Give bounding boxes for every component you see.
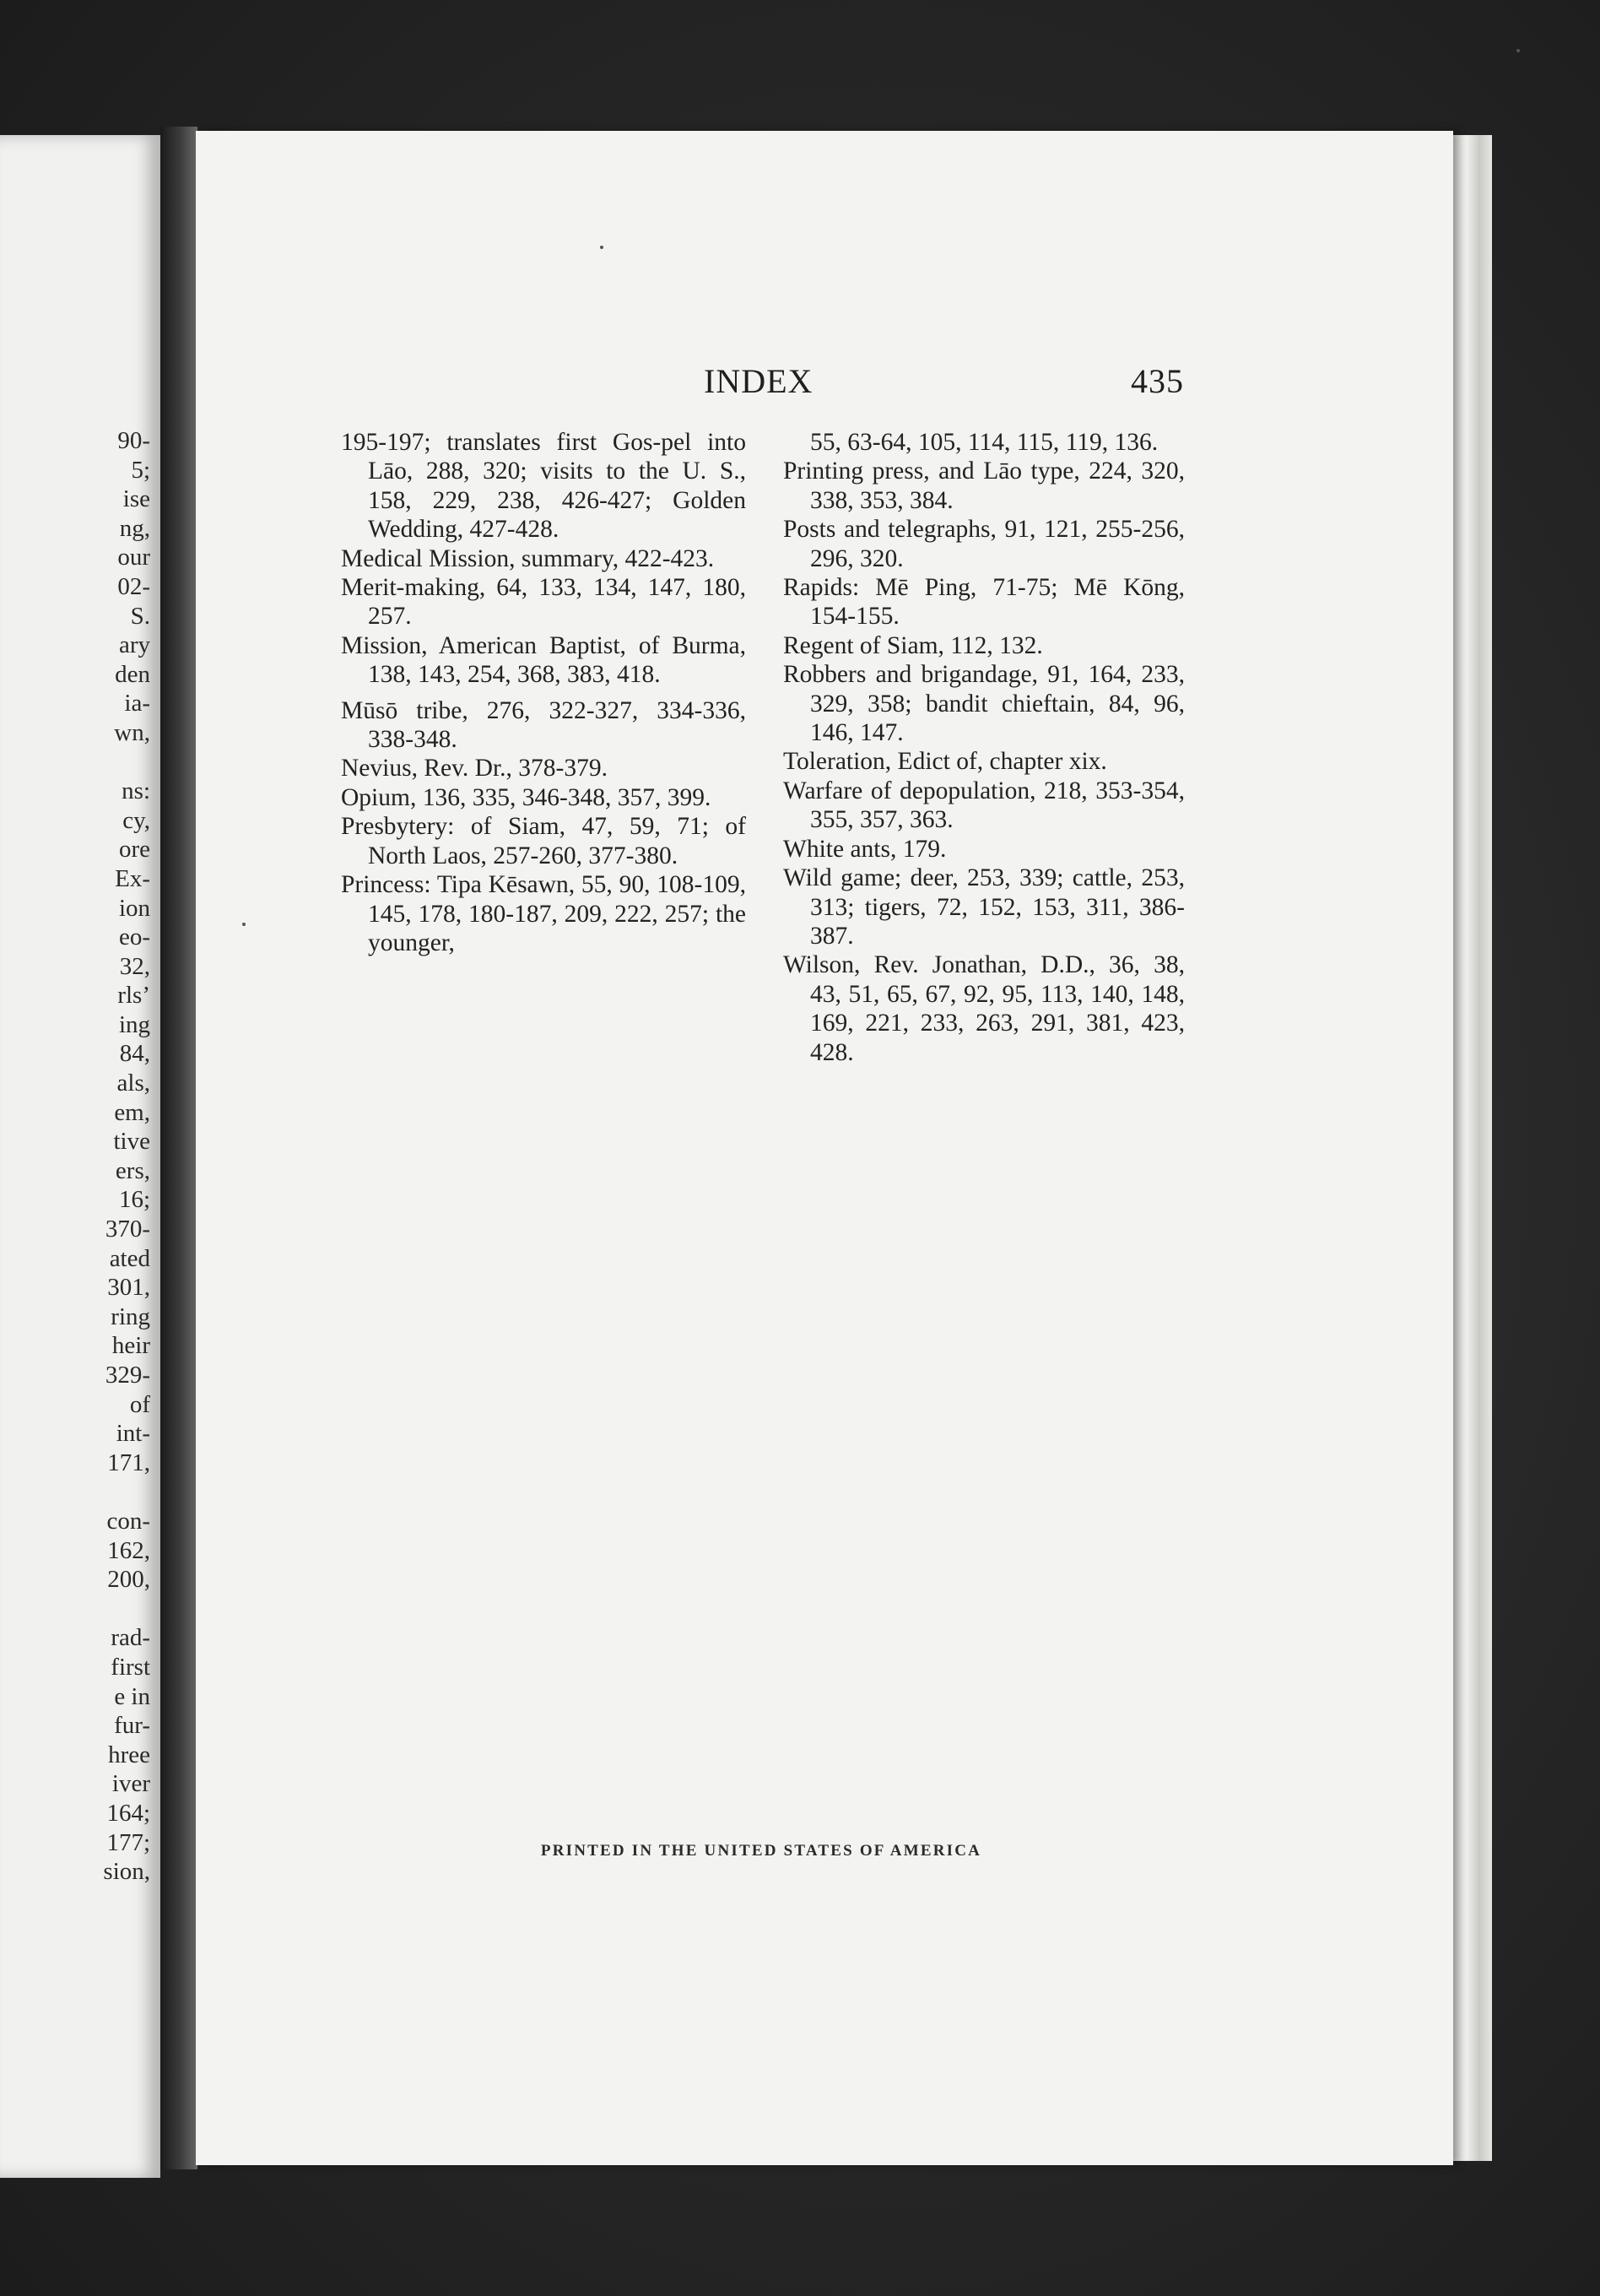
index-entry: Mūsō tribe, 276, 322-327, 334-336, 338-348. xyxy=(341,696,746,754)
previous-page-text: 90- 5; ise ng, our 02- S. ary den ia- wn, ns: cy, ore Ex- ion eo- 32, rls’ ing 84, als, em, tive ers, 16; 370- ated 301, ring heir 329- of int- 171, con- 162, 200, rad- first e in fur- hree iver 164; 177; sion, xyxy=(103,427,150,1886)
index-entry: White ants, 179. xyxy=(783,835,947,863)
index-column-left xyxy=(341,428,746,957)
index-entry: Nevius, Rev. Dr., 378-379. xyxy=(341,755,608,782)
index-entry: Presbytery: of Siam, 47, 59, 71; of North Laos, 257-260, 377-380. xyxy=(341,813,746,869)
dust-speck xyxy=(242,923,246,926)
book-gutter xyxy=(160,127,197,2169)
index-entry: Rapids: Mē Ping, 71-75; Mē Kōng, 154-155. xyxy=(783,574,1185,631)
index-entry: Toleration, Edict of, chapter xix. xyxy=(783,748,1107,776)
previous-page-fragment xyxy=(0,135,160,2178)
index-entry: Printing press, and Lāo type, 224, 320, 338, 353, 384. xyxy=(783,458,1185,514)
index-entry: Robbers and brigandage, 91, 164, 233, 329, 358; bandit chieftain, 84, 96, 146, 147. xyxy=(783,661,1185,747)
index-entry: Opium, 136, 335, 346-348, 357, 399. xyxy=(341,783,711,811)
index-entry: 195-197; translates first Gos-pel into Lāo, 288, 320; visits to the U. S., 158, 229, 238, 426-427; Golden Wedding, 427-428. xyxy=(341,429,746,544)
index-entry: Mission, American Baptist, of Burma, 138, 143, 254, 368, 383, 418. xyxy=(341,631,746,689)
index-entry: Wild game; deer, 253, 339; cattle, 253, 313; tigers, 72, 152, 153, 311, 386-387. xyxy=(783,864,1185,950)
index-entry: Princess: Tipa Kēsawn, 55, 90, 108-109, 145, 178, 180-187, 209, 222, 257; the younger, xyxy=(341,871,746,956)
index-entry: Merit-making, 64, 133, 134, 147, 180, 257. xyxy=(341,574,746,631)
index-entry: Medical Mission, summary, 422-423. xyxy=(341,544,715,572)
dust-speck xyxy=(1516,49,1520,52)
page-number: 435 xyxy=(1131,362,1184,400)
index-entry: Posts and telegraphs, 91, 121, 255-256, 296, 320. xyxy=(783,516,1185,572)
running-title: INDEX xyxy=(704,362,814,400)
printer-imprint: PRINTED IN THE UNITED STATES OF AMERICA xyxy=(540,1842,982,1860)
dust-speck xyxy=(600,246,603,249)
index-entry: Regent of Siam, 112, 132. xyxy=(783,631,1043,659)
index-entry: Wilson, Rev. Jonathan, D.D., 36, 38, 43, 51, 65, 67, 92, 95, 113, 140, 148, 169, 221, 233, 263, 291, 381, 423, 428. xyxy=(783,951,1185,1066)
index-column-right xyxy=(783,428,1185,1067)
index-entry: Warfare of depopulation, 218, 353-354, 355, 357, 363. xyxy=(783,777,1185,834)
page-stack-edge xyxy=(1450,135,1492,2161)
index-entry-continuation: 55, 63-64, 105, 114, 115, 119, 136. xyxy=(810,429,1159,456)
